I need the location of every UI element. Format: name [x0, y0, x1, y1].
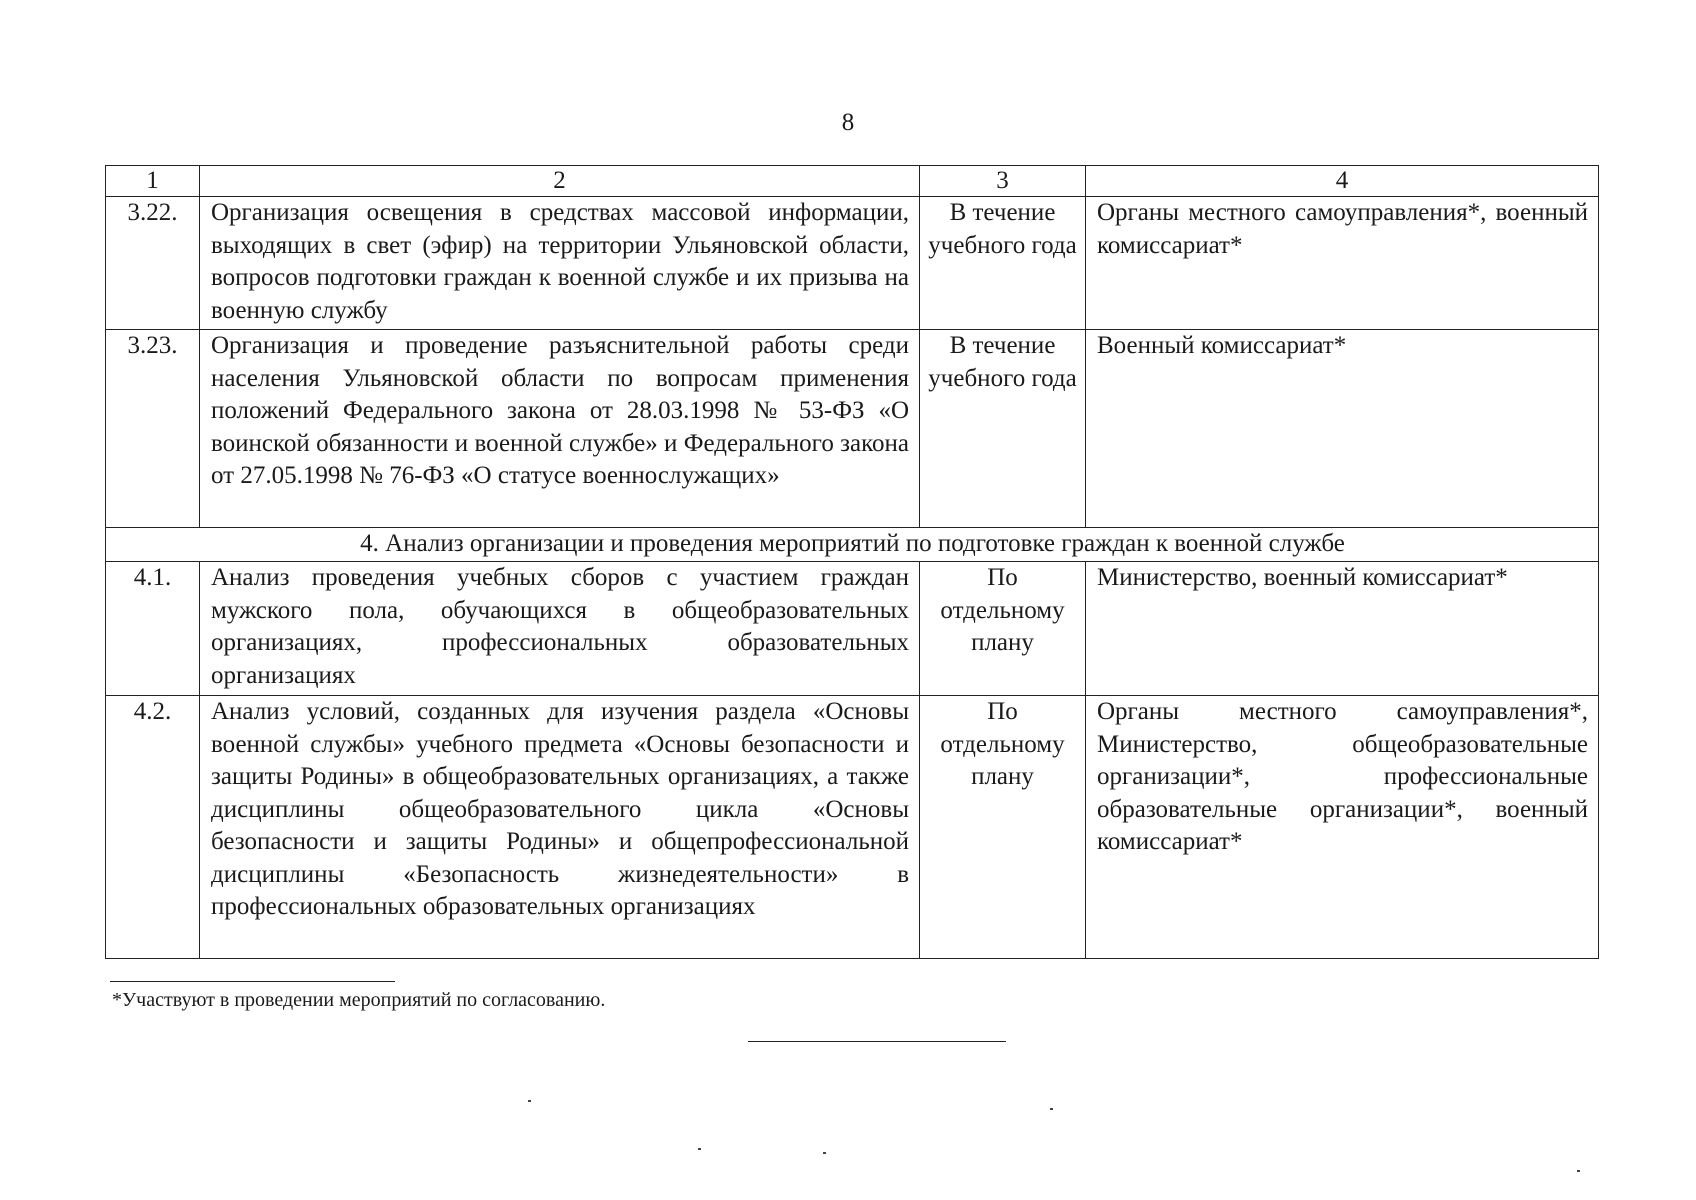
- event-responsible: Министерство, военный комиссариат*: [1086, 562, 1599, 696]
- column-header-4: 4: [1086, 166, 1599, 197]
- column-header-3: 3: [920, 166, 1086, 197]
- event-term: По отдельному плану: [920, 696, 1086, 959]
- scan-speck: [528, 1100, 531, 1102]
- event-term: По отдельному плану: [920, 562, 1086, 696]
- table-row: [106, 197, 1599, 330]
- scan-speck: [1577, 1170, 1580, 1172]
- event-responsible: Военный комиссариат*: [1086, 330, 1599, 528]
- column-header-1: 1: [106, 166, 200, 197]
- table-row: [106, 696, 1599, 959]
- page-number: 8: [841, 109, 855, 136]
- table-header-row: [106, 166, 1599, 197]
- event-description: Организация освещения в средствах массовой информации, выходящих в свет (эфир) на территории Ульяновской области, вопросов подготовки граждан к военной службе и их призыва на военную службу: [200, 197, 920, 330]
- row-number: 3.22.: [106, 197, 200, 330]
- event-description: Анализ проведения учебных сборов с участием граждан мужского пола, обучающихся в общеобразовательных организациях, профессиональных образовательных организациях: [200, 562, 920, 696]
- event-responsible: Органы местного самоуправления*, Министерство, общеобразовательные организации*, профессиональные образовательные организации*, военный комиссариат*: [1086, 696, 1599, 959]
- scan-speck: [698, 1148, 701, 1150]
- document-end-rule: [748, 1041, 1006, 1042]
- row-number: 4.2.: [106, 696, 200, 959]
- event-term: В течение учебного года: [920, 330, 1086, 528]
- row-number: 3.23.: [106, 330, 200, 528]
- footnote-separator: [110, 981, 395, 982]
- table-row: [106, 562, 1599, 696]
- event-responsible: Органы местного самоуправления*, военный комиссариат*: [1086, 197, 1599, 330]
- section-heading-row: [106, 528, 1599, 562]
- section-title: 4. Анализ организации и проведения мероприятий по подготовке граждан к военной службе: [106, 528, 1599, 562]
- row-number: 4.1.: [106, 562, 200, 696]
- scan-speck: [1050, 1108, 1053, 1110]
- footnote: *Участвуют в проведении мероприятий по согласованию.: [112, 989, 606, 1011]
- events-plan-table: [105, 165, 1599, 959]
- event-description: Организация и проведение разъяснительной работы среди населения Ульяновской области по вопросам применения положений Федерального закона от 28.03.1998 № 53-ФЗ «О воинской обязанности и военной службе» и Федерального закона от 27.05.1998 № 76-ФЗ «О статусе военнослужащих»: [200, 330, 920, 528]
- scan-speck: [823, 1152, 826, 1154]
- event-description: Анализ условий, созданных для изучения раздела «Основы военной службы» учебного предмета «Основы безопасности и защиты Родины» в общеобразовательных организациях, а также дисциплины общеобразовательного цикла «Основы безопасности и защиты Родины» и общепрофессиональной дисциплины «Безопасность жизнедеятельности» в профессиональных образовательных организациях: [200, 696, 920, 959]
- column-header-2: 2: [200, 166, 920, 197]
- table-row: [106, 330, 1599, 528]
- event-term: В течение учебного года: [920, 197, 1086, 330]
